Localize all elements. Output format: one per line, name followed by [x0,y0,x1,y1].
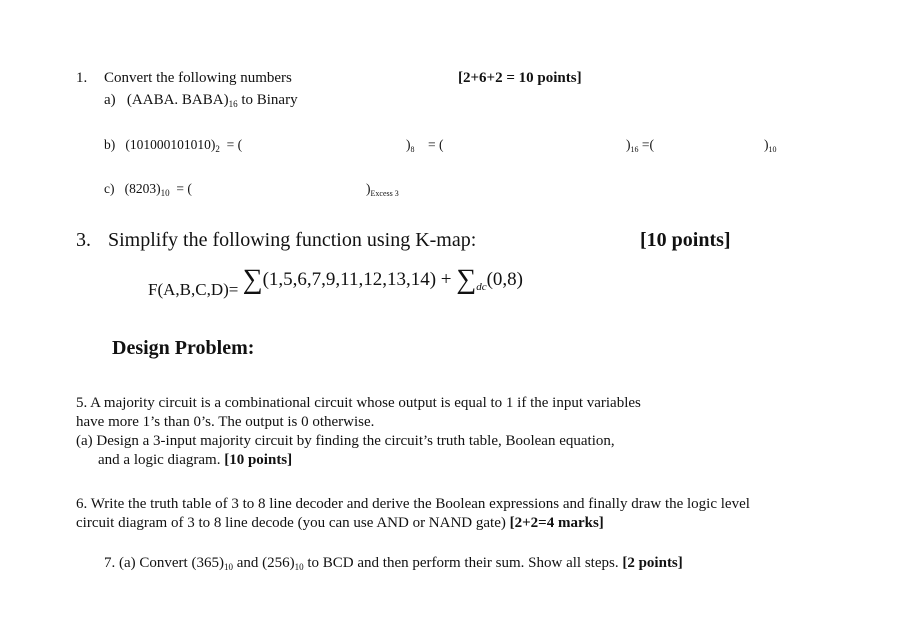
q7-post: to BCD and then perform their sum. Show all steps. [303,555,619,571]
q1b-base10: 10 [768,145,777,154]
q1b-line [104,137,242,154]
q6-points: [2+2=4 marks] [509,515,604,531]
q3-plus: + [440,269,452,290]
q1b-label: b) [104,137,116,152]
q1c-base: 10 [160,188,170,198]
q3-dontcares: (0,8) [486,269,524,290]
q5-line2: have more 1’s than 0’s. The output is 0 otherwise. [76,414,375,430]
q1b-eq1: = ( [226,137,243,152]
q1c-value: (8203) [124,181,161,196]
q6-line2-text: circuit diagram of 3 to 8 line decode (you can use AND or NAND gate) [76,515,506,531]
q5-line3: (a) Design a 3-input majority circuit by finding the circuit’s truth table, Boolean equation, [76,433,615,449]
q1b-dec-blank [764,137,777,154]
q1a-suffix: to Binary [241,92,298,108]
q3-func: F(A,B,C,D)= [148,280,239,299]
q5-line4 [76,451,641,470]
q1c-close: ) [366,181,371,196]
q3-rhs [243,266,523,294]
q3-title: Simplify the following function using K-map: [108,229,477,251]
q6-block [76,495,750,533]
q1c-line [104,181,192,198]
q1-number: 1. [76,70,88,86]
q1a-label: a) [104,92,116,108]
q1b-close3: ) [764,137,769,152]
q3-dc-label: dc [476,281,487,293]
q1b-base: 2 [215,144,220,154]
q1b-base16: 16 [630,145,639,154]
q5-block [76,394,641,470]
sigma-dc-icon: ∑ [456,264,477,295]
q7-base1: 10 [223,562,233,572]
q1a-line [104,92,298,109]
q3-minterms: (1,5,6,7,9,11,12,13,14) [262,269,437,290]
q1b-eq2: = ( [428,137,444,152]
q1b-value: (101000101010) [125,137,216,152]
q3-expression [148,266,523,300]
q1a-base: 16 [228,99,238,109]
q5-line4-text: and a logic diagram. [98,452,221,468]
q1c-eq: = ( [176,181,192,196]
q1c-excess-blank [366,181,399,198]
q1c-label: c) [104,181,115,196]
q1b-hex-blank [626,137,654,154]
q7-pre: 7. (a) Convert (365) [104,555,224,571]
design-problem-heading: Design Problem: [112,337,255,359]
q1b-octal-blank [406,137,443,154]
q1b-close2: ) [626,137,631,152]
q1a-value: (AABA. BABA) [126,92,229,108]
q1b-close1: ) [406,137,411,152]
q6-line2 [76,514,750,533]
q1b-base8: 8 [410,145,415,154]
q3-points: [10 points] [640,229,731,251]
q7-points: [2 points] [622,555,683,571]
q1c-target: Excess 3 [370,189,399,198]
q1-points: [2+6+2 = 10 points] [458,70,582,86]
q1b-eq3: =( [641,137,654,152]
q5-points: [10 points] [224,452,293,468]
sigma-icon: ∑ [242,264,263,295]
q5-line1: 5. A majority circuit is a combinational circuit whose output is equal to 1 if the input variables [76,395,641,411]
q1-title: Convert the following numbers [104,70,292,86]
q6-line1: 6. Write the truth table of 3 to 8 line decoder and derive the Boolean expressions and finally draw the logic level [76,496,750,512]
q7-mid: and (256) [232,555,295,571]
q7-base2: 10 [294,562,304,572]
q7-line [104,555,683,572]
q3-number: 3. [76,229,91,251]
